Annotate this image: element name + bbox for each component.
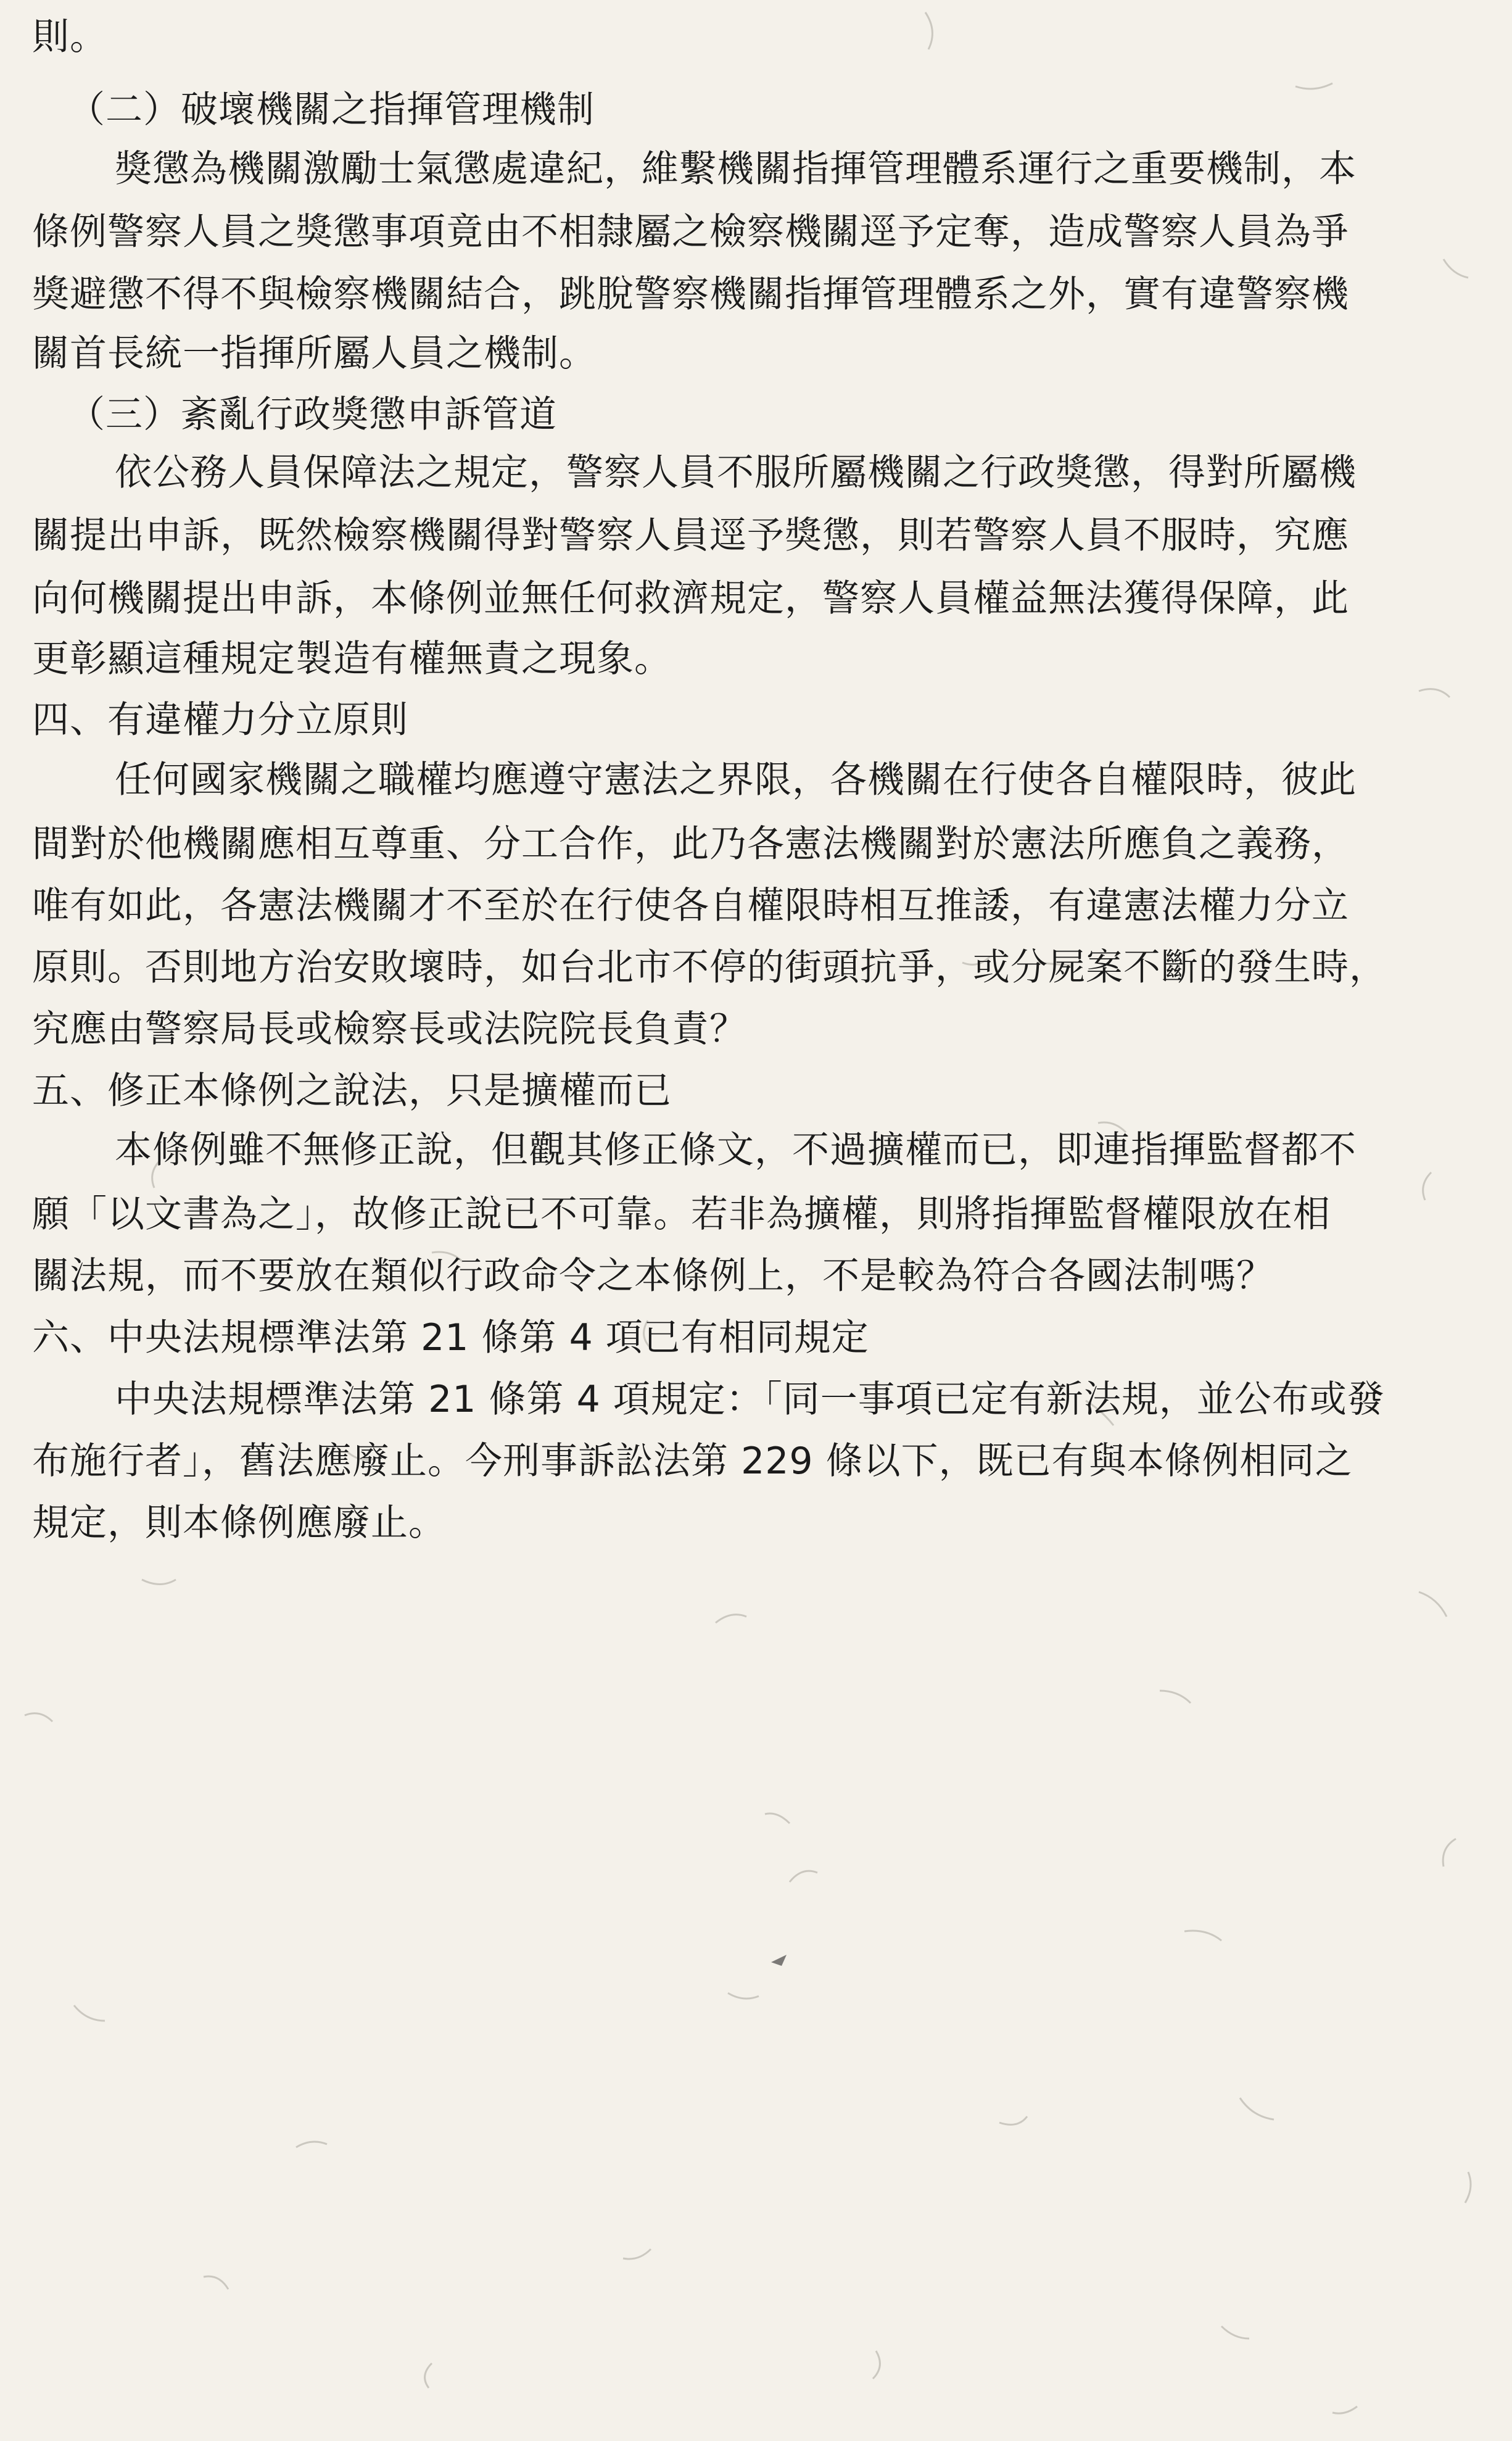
paragraph-line: 更彰顯這種規定製造有權無責之現象。 xyxy=(32,637,672,681)
paragraph-line: 唯有如此，各憲法機關才不至於在行使各自權限時相互推諉，有違憲法權力分立 xyxy=(32,884,1349,927)
paragraph-line: 向何機關提出申訴，本條例並無任何救濟規定，警察人員權益無法獲得保障，此 xyxy=(32,577,1349,620)
section-heading: （二）破壞機關之指揮管理機制 xyxy=(68,88,595,131)
paragraph-line: 關提出申訴，既然檢察機關得對警察人員逕予獎懲，則若警察人員不服時，究應 xyxy=(32,514,1349,557)
section-heading: 五、修正本條例之說法，只是擴權而已 xyxy=(32,1069,672,1113)
paragraph-line: 關法規，而不要放在類似行政命令之本條例上，不是較為符合各國法制嗎？ xyxy=(32,1254,1274,1298)
paragraph-line: 究應由警察局長或檢察長或法院院長負責？ xyxy=(32,1008,747,1051)
section-heading: 六、中央法規標準法第 21 條第 4 項已有相同規定 xyxy=(32,1316,869,1359)
paragraph-line: 依公務人員保障法之規定，警察人員不服所屬機關之行政獎懲，得對所屬機 xyxy=(115,451,1357,494)
paragraph-line: 條例警察人員之獎懲事項竟由不相隸屬之檢察機關逕予定奪，造成警察人員為爭 xyxy=(32,210,1349,254)
paragraph-line: 獎避懲不得不與檢察機關結合，跳脫警察機關指揮管理體系之外，實有違警察機 xyxy=(32,273,1349,316)
section-heading: 四、有違權力分立原則 xyxy=(32,698,408,742)
paragraph-line: 中央法規標準法第 21 條第 4 項規定：「同一事項已定有新法規，並公布或發 xyxy=(115,1378,1385,1421)
text-line: 則。 xyxy=(32,15,107,59)
paragraph-line: 願「以文書為之」，故修正說已不可靠。若非為擴權，則將指揮監督權限放在相 xyxy=(32,1193,1331,1236)
paragraph-line: 間對於他機關應相互尊重、分工合作，此乃各憲法機關對於憲法所應負之義務， xyxy=(32,823,1349,866)
paragraph-line: 關首長統一指揮所屬人員之機制。 xyxy=(32,332,597,375)
paragraph-line: 本條例雖不無修正說，但觀其修正條文，不過擴權而已，即連指揮監督都不 xyxy=(115,1129,1357,1172)
paragraph-line: 規定，則本條例應廢止。 xyxy=(32,1501,446,1544)
paragraph-line: 原則。否則地方治安敗壞時，如台北市不停的街頭抗爭，或分屍案不斷的發生時， xyxy=(32,946,1387,989)
paragraph-line: 獎懲為機關激勵士氣懲處違紀，維繫機關指揮管理體系運行之重要機制，本 xyxy=(115,147,1357,191)
paragraph-line: 布施行者」，舊法應廢止。今刑事訴訟法第 229 條以下，既已有與本條例相同之 xyxy=(32,1440,1353,1483)
paragraph-line: 任何國家機關之職權均應遵守憲法之界限，各機關在行使各自權限時，彼此 xyxy=(115,758,1357,802)
section-heading: （三）紊亂行政獎懲申訴管道 xyxy=(68,393,557,436)
